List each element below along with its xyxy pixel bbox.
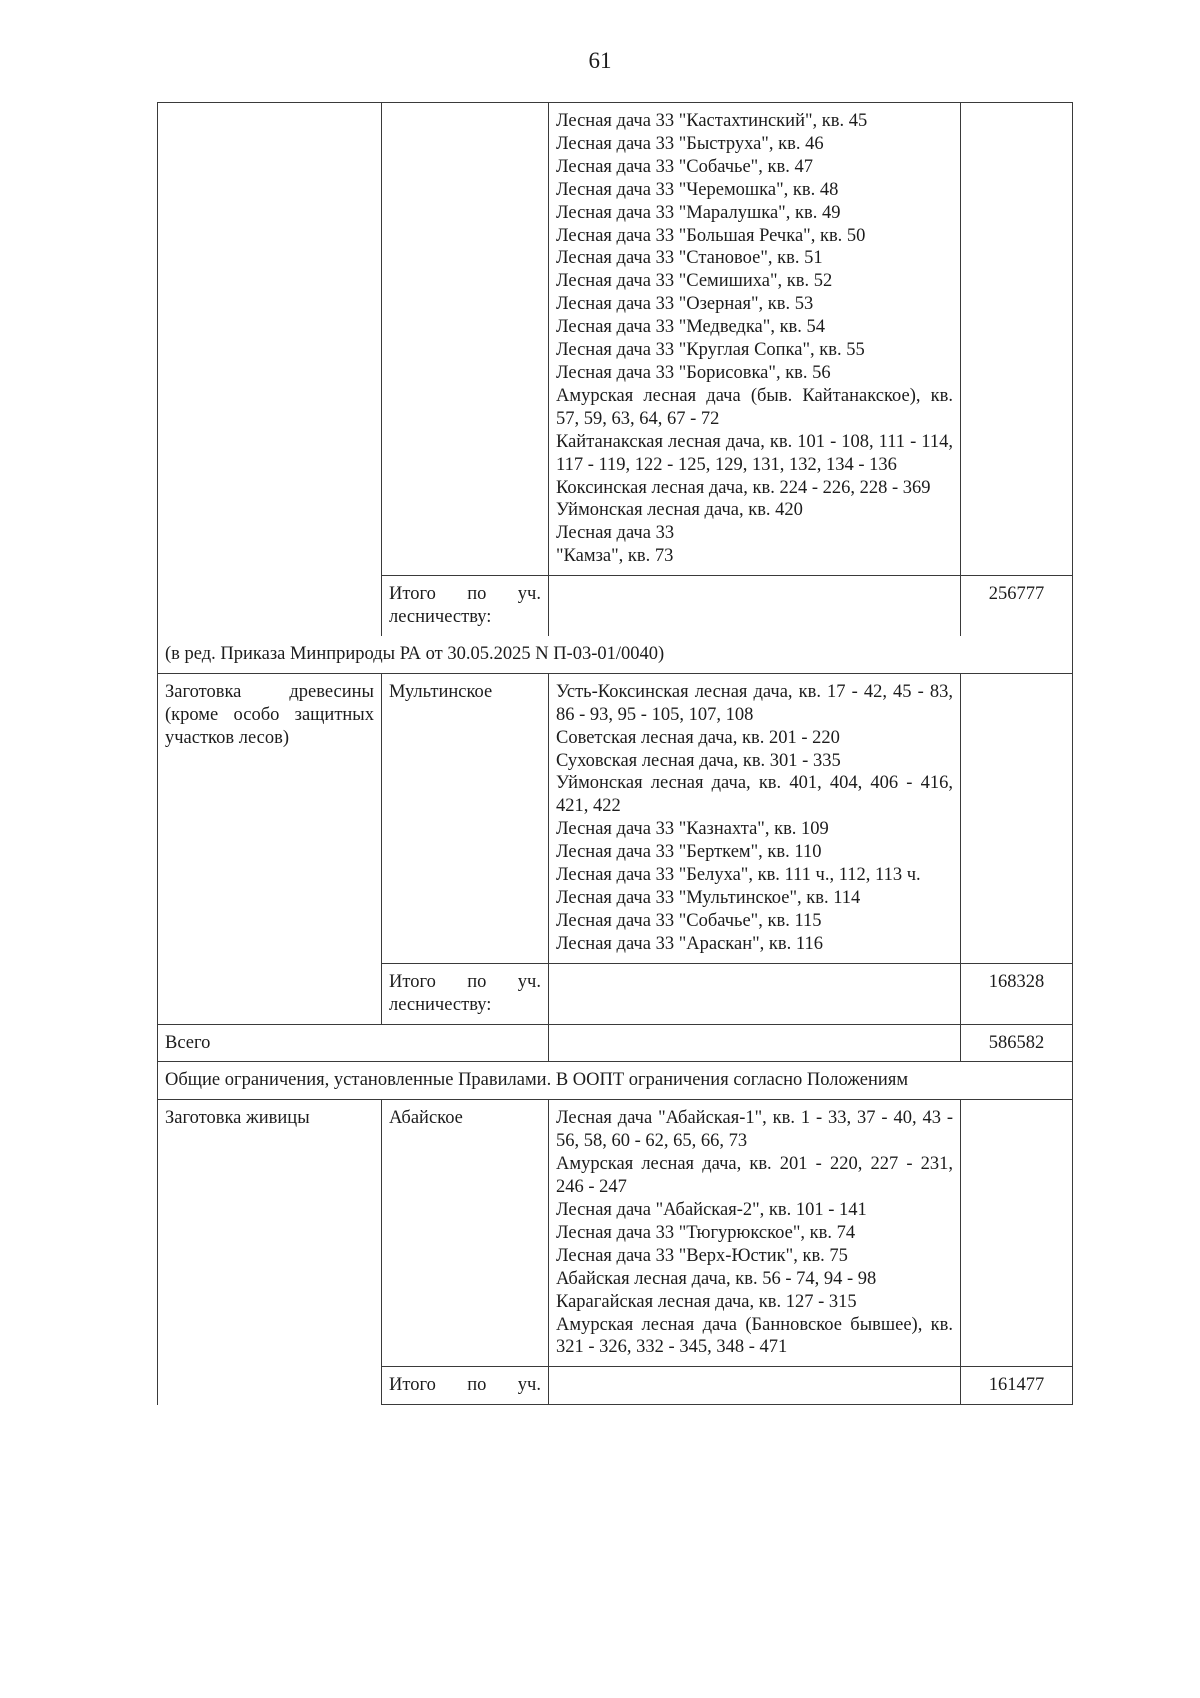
area-value-cell xyxy=(961,1100,1073,1367)
list-item: Лесная дача 33 "Собачье", кв. 47 xyxy=(556,156,813,177)
list-item: Лесная дача 33 "Озерная", кв. 53 xyxy=(556,294,814,315)
itogo-value: 168328 xyxy=(961,963,1073,1024)
list-item: Лесная дача "Абайская-2", кв. 101 - 141 xyxy=(556,1199,867,1220)
table-row xyxy=(158,1024,1073,1062)
areas-cell xyxy=(549,1024,961,1062)
list-item: Лесная дача 33 "Араскан", кв. 116 xyxy=(556,933,823,954)
list-item: Лесная дача 33 "Становое", кв. 51 xyxy=(556,248,823,269)
list-item: Лесная дача "Абайская-1", кв. 1 - 33, 37 - 40, 43 - 56, 58, 60 - 62, 65, 66, 73 xyxy=(556,1108,953,1152)
list-item: Амурская лесная дача, кв. 201 - 220, 227 - 231, 246 - 247 xyxy=(556,1154,953,1198)
list-item: Усть-Коксинская лесная дача, кв. 17 - 42, 45 - 83, 86 - 93, 95 - 105, 107, 108 xyxy=(556,681,953,725)
list-item: Лесная дача 33 "Маралушка", кв. 49 xyxy=(556,202,841,223)
list-item: Кайтанакская лесная дача, кв. 101 - 108, 111 - 114, 117 - 119, 122 - 125, 129, 131, 132, 134 - 136 xyxy=(556,431,953,475)
areas-cell xyxy=(549,1100,961,1367)
total-label: Всего xyxy=(158,1024,549,1062)
amendment-note: (в ред. Приказа Минприроды РА от 30.05.2025 N П-03-01/0040) xyxy=(158,636,1073,673)
list-item: Лесная дача 33 "Мультинское", кв. 114 xyxy=(556,888,861,908)
area-value-cell xyxy=(961,673,1073,963)
itogo-label: Итого по уч. xyxy=(382,1367,549,1405)
list-item: Амурская лесная дача (Банновское бывшее), кв. 321 - 326, 332 - 345, 348 - 471 xyxy=(556,1314,953,1358)
list-item: Лесная дача 33 "Собачье", кв. 115 xyxy=(556,910,822,931)
list-item: Лесная дача 33 "Круглая Сопка", кв. 55 xyxy=(556,340,865,361)
restrictions-table xyxy=(157,102,1073,1405)
areas-cell xyxy=(549,1367,961,1405)
table-row xyxy=(158,103,1073,576)
itogo-value: 161477 xyxy=(961,1367,1073,1405)
areas-cell xyxy=(549,963,961,1024)
list-item: Лесная дача 33 "Казнахта", кв. 109 xyxy=(556,819,829,840)
forestry-cell xyxy=(382,103,549,576)
list-item: Лесная дача 33 "Верх-Юстик", кв. 75 xyxy=(556,1245,848,1266)
activity-cell: Заготовка живицы xyxy=(158,1100,382,1405)
areas-cell xyxy=(549,103,961,576)
itogo-label: Итого по уч. лесничеству: xyxy=(382,576,549,636)
list-item: Лесная дача 33 "Быструха", кв. 46 xyxy=(556,133,824,154)
table-row xyxy=(158,636,1073,673)
itogo-label: Итого по уч. лесничеству: xyxy=(382,963,549,1024)
list-item: Лесная дача 33 "Белуха", кв. 111 ч., 112, 113 ч. xyxy=(556,865,921,886)
list-item: "Камза", кв. 73 xyxy=(556,546,674,567)
list-item: Лесная дача 33 "Тюгурюкское", кв. 74 xyxy=(556,1222,856,1243)
total-value: 586582 xyxy=(961,1024,1073,1062)
list-item: Советская лесная дача, кв. 201 - 220 xyxy=(556,727,840,748)
areas-cell xyxy=(549,576,961,636)
list-item: Уймонская лесная дача, кв. 401, 404, 406 - 416, 421, 422 xyxy=(556,773,953,817)
table-row xyxy=(158,673,1073,963)
list-item: Лесная дача 33 "Медведка", кв. 54 xyxy=(556,317,826,338)
list-item: Лесная дача 33 "Черемошка", кв. 48 xyxy=(556,179,839,200)
areas-cell xyxy=(549,673,961,963)
general-note: Общие ограничения, установленные Правилами. В ООПТ ограничения согласно Положениям xyxy=(158,1062,1073,1100)
itogo-value: 256777 xyxy=(961,576,1073,636)
area-value-cell xyxy=(961,103,1073,576)
list-item: Коксинская лесная дача, кв. 224 - 226, 228 - 369 xyxy=(556,477,931,498)
list-item: Карагайская лесная дача, кв. 127 - 315 xyxy=(556,1291,857,1312)
forestry-cell: Мультинское xyxy=(382,673,549,963)
list-item: Суховская лесная дача, кв. 301 - 335 xyxy=(556,750,841,771)
forestry-cell: Абайское xyxy=(382,1100,549,1367)
list-item: Лесная дача 33 "Берткем", кв. 110 xyxy=(556,842,822,863)
activity-cell xyxy=(158,103,382,636)
list-item: Лесная дача 33 "Большая Речка", кв. 50 xyxy=(556,225,866,246)
list-item: Амурская лесная дача (быв. Кайтанакское), кв. 57, 59, 63, 64, 67 - 72 xyxy=(556,385,953,429)
table-row xyxy=(158,1062,1073,1100)
list-item: Лесная дача 33 "Семишиха", кв. 52 xyxy=(556,271,833,292)
list-item: Лесная дача 33 "Борисовка", кв. 56 xyxy=(556,362,831,383)
page-number: 61 xyxy=(588,48,612,73)
table-row xyxy=(158,1100,1073,1367)
list-item: Лесная дача 33 xyxy=(556,523,675,544)
list-item: Лесная дача 33 "Кастахтинский", кв. 45 xyxy=(556,111,868,131)
list-item: Абайская лесная дача, кв. 56 - 74, 94 - 98 xyxy=(556,1268,877,1289)
activity-cell: Заготовка древесины (кроме особо защитных участков лесов) xyxy=(158,673,382,1024)
list-item: Уймонская лесная дача, кв. 420 xyxy=(556,500,803,521)
